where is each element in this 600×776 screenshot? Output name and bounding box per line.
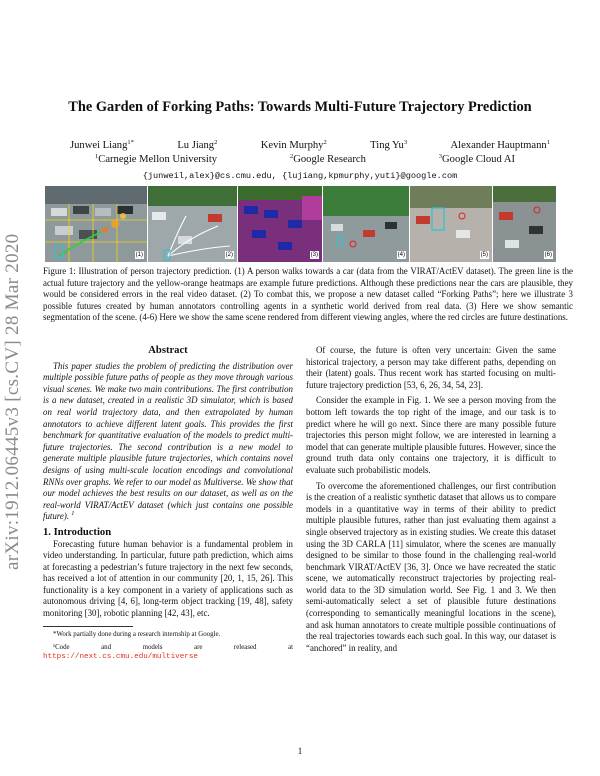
abstract-body: This paper studies the problem of predicting the distribution over multiple possible future paths of people as they move through various visual scenes. We make two main contributions. The first contribution is a new dataset, created in a realistic 3D simulator, which is based on real world trajectory data, and then extrapolated by human annotators to achieve different latent goals. This provides the first benchmark for quantitative evaluation of the models to predict multi-future trajectories. The second contribution is a new model to generate multiple plausible future trajectories, which contains novel designs of using multi-scale location encodings and convolutional RNNs over graphs. We refer to our model as Multiverse. We show that our model achieves the best results on our dataset, as well as on the real-world VIRAT/ActEV dataset (which just contains one possible future). $^1$	[43, 360, 293, 522]
affiliation-list	[95, 154, 515, 165]
code-url-link[interactable]: https://next.cs.cmu.edu/multiverse	[43, 652, 198, 661]
panel-label: (1)	[135, 252, 143, 258]
body-paragraph: Of course, the future is often very uncertain: Given the same historical trajectory, a person may take different paths, depending on their (latent) goals. Thus recent work has started focusing on multi-future trajectory prediction [53, 6, 26, 34, 54, 23].	[306, 345, 556, 390]
panel-label: (2)	[225, 252, 233, 258]
author: Alexander Hauptmann$^1$	[450, 139, 550, 151]
arxiv-stamp: arXiv:1912.06445v3 [cs.CV] 28 Mar 2020	[2, 233, 23, 570]
affiliation: $^1$Carnegie Mellon University	[95, 153, 218, 165]
intro-paragraph: Forecasting future human behavior is a fundamental problem in video understanding. In particular, future path prediction, which aims at forecasting a pedestrian’s future trajectory in the next few seconds, has received a lot of attention in our community [20, 1, 15, 26]. This functionality is a key component in a variety of applications such as autonomous driving [4, 6], long-term object tracking [19, 48], safety monitoring [30], robotic planning [42, 43], etc.	[43, 538, 293, 619]
footnote: ¹Code and models are released at https://next.cs.cmu.edu/multiverse	[43, 643, 293, 661]
figure-panel-6	[493, 186, 556, 262]
figure-panel-5	[410, 186, 492, 262]
page-number: 1	[297, 746, 303, 756]
figure-caption: Figure 1: Illustration of person trajectory prediction. (1) A person walks towards a car (data from the VIRAT/ActEV dataset). The green line is the actual future trajectory and the yellow-orange heatmaps are example future predictions. Although these predictions near the cars are plausible, they would be considered errors in the real video dataset. (2) To combat this, we propose a new dataset called “Forking Paths”; here we illustrate 3 possible futures created by human annotators controlling agents in a synthetic world derived from real data. (3) Here we show semantic segmentation of the scene. (4-6) Here we show the same scene rendered from different viewing angles, where the red circles are future destinations.	[43, 266, 573, 323]
panel-label: (3)	[310, 252, 318, 258]
footnote-mark[interactable]: 1	[71, 510, 75, 518]
abstract-heading: Abstract	[148, 345, 188, 356]
affiliation: $^3$Google Cloud AI	[438, 153, 515, 165]
author-list	[70, 140, 550, 151]
section-heading: 1. Introduction	[43, 526, 112, 538]
footnote: *Work partially done during a research internship at Google.	[53, 630, 221, 638]
figure-panel-2	[148, 186, 237, 262]
right-column	[306, 345, 556, 658]
author: Lu Jiang$^2$	[177, 139, 218, 151]
body-paragraph: Consider the example in Fig. 1. We see a person moving from the bottom left towards the top right of the image, and our task is to predict where he will go next. Since there are many possible future trajectories this person might follow, we are interested in learning a model that can generate multiple plausible futures. However, since the ground truth data only contains one trajectory, it is difficult to evaluate such probabilistic models.	[306, 395, 556, 475]
panel-label: (5)	[480, 252, 488, 258]
virat-scene-image	[45, 186, 147, 262]
figure-panel-4	[323, 186, 409, 262]
body-paragraph: To overcome the aforementioned challenges, our first contribution is the creation of a realistic synthetic dataset that allows us to compare models in a quantitative way in terms of their ability to predict multiple plausible futures, rather than just evaluating them against a single observed trajectory as in existing studies. We create this dataset using the 3D CARLA [11] simulator, where the scenes are manually designed to be similar to those found in the challenging real-world benchmark VIRAT/ActEV [36, 3]. Once we have recreated the static scene, we automatically reconstruct trajectories by projecting real-world data to the 3D simulation world. See Fig. 1 and 3. We then semi-automatically select a set of plausible future destinations (corresponding to semantically meaningful locations in the scene), and ask human annotators to create multiple possible continuations of the real trajectories towards each such goal. In this way, our dataset is “anchored” in reality, and	[306, 480, 556, 653]
panel-label: (6)	[544, 252, 552, 258]
figure-panel-3	[238, 186, 322, 262]
affiliation: $^2$Google Research	[289, 153, 366, 165]
footnote-rule	[43, 626, 133, 627]
left-column	[43, 345, 293, 666]
figure-panel-1	[45, 186, 147, 262]
author: Junwei Liang$^{1*}$	[70, 139, 134, 151]
forking-paths-scene-image	[148, 186, 237, 262]
author: Ting Yu$^3$	[370, 139, 408, 151]
panel-label: (4)	[397, 252, 405, 258]
paper-title: The Garden of Forking Paths: Towards Multi-Future Trajectory Prediction	[68, 99, 532, 115]
author: Kevin Murphy$^2$	[260, 139, 327, 151]
author-emails: {junweil,alex}@cs.cmu.edu, {lujiang,kpmurphy,yuti}@google.com	[142, 171, 458, 181]
